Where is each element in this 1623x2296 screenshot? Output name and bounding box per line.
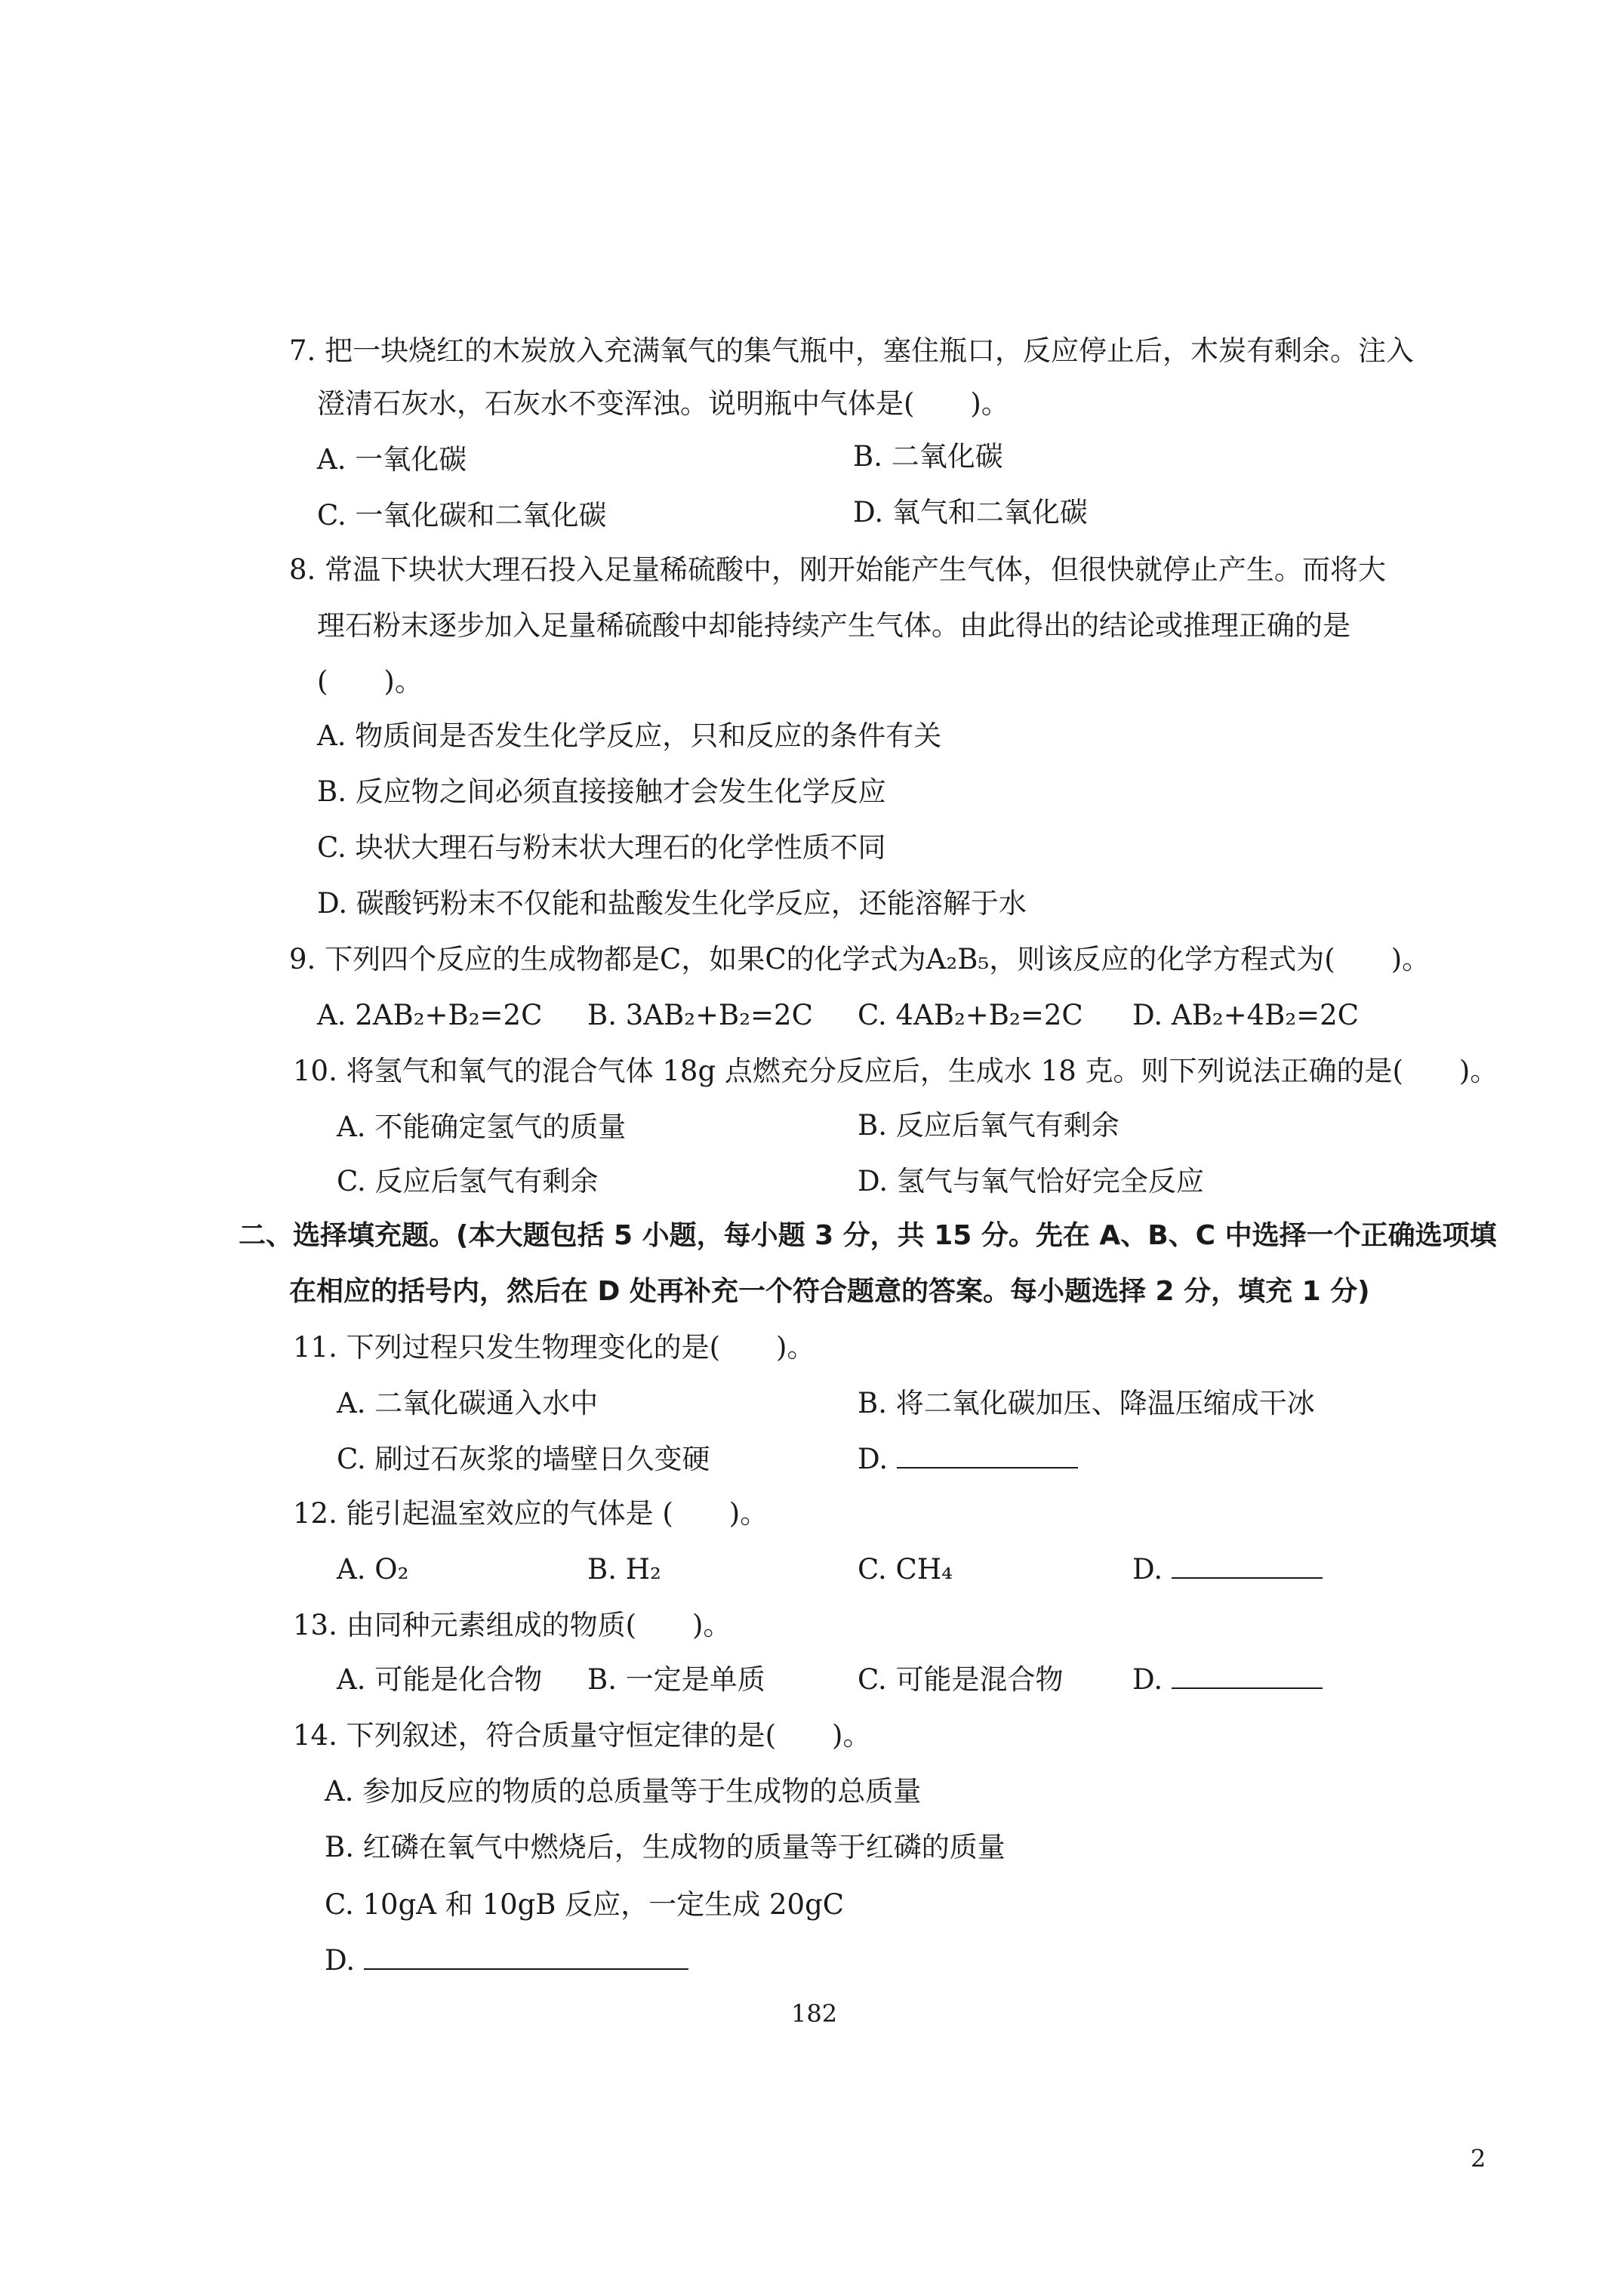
q8-option-b: B. 反应物之间必须直接接触才会发生化学反应 (317, 775, 886, 808)
q12-answer-blank[interactable] (1172, 1555, 1323, 1579)
q13-option-c: C. 可能是混合物 (858, 1663, 1064, 1696)
q12-option-d (1132, 1552, 1323, 1587)
q7-option-a: A. 一氧化碳 (317, 443, 467, 476)
q11-option-d (858, 1442, 1078, 1477)
q7-stem-line2: 澄清石灰水，石灰水不变浑浊。说明瓶中气体是( )。 (317, 387, 1009, 420)
q7-option-d: D. 氧气和二氧化碳 (853, 496, 1088, 529)
q12-option-b: B. H₂ (587, 1553, 661, 1586)
q7-stem-line1: 7. 把一块烧红的木炭放入充满氧气的集气瓶中，塞住瓶口，反应停止后，木炭有剩余。注入 (289, 334, 1415, 367)
q14-option-c: C. 10gA 和 10gB 反应，一定生成 20gC (325, 1888, 845, 1921)
q14-option-d-label: D. (325, 1944, 356, 1977)
q14-option-b: B. 红磷在氧气中燃烧后，生成物的质量等于红磷的质量 (325, 1831, 1006, 1863)
q9-option-c: C. 4AB₂+B₂=2C (858, 999, 1083, 1031)
q9-stem: 9. 下列四个反应的生成物都是C，如果C的化学式为A₂B₅，则该反应的化学方程式为( )。 (289, 943, 1431, 975)
q11-answer-blank[interactable] (897, 1444, 1078, 1469)
q14-stem: 14. 下列叙述，符合质量守恒定律的是( )。 (293, 1719, 871, 1752)
q14-option-a: A. 参加反应的物质的总质量等于生成物的总质量 (325, 1775, 922, 1808)
section2-title-line2: 在相应的括号内，然后在 D 处再补充一个符合题意的答案。每小题选择 2 分，填充 1 分) (289, 1276, 1370, 1307)
q13-option-d-label: D. (1132, 1663, 1163, 1696)
q11-stem: 11. 下列过程只发生物理变化的是( )。 (293, 1331, 815, 1364)
q8-option-a: A. 物质间是否发生化学反应，只和反应的条件有关 (317, 720, 942, 752)
q8-stem-line2: 理石粉末逐步加入足量稀硫酸中却能持续产生气体。由此得出的结论或推理正确的是 (317, 609, 1350, 642)
q12-option-a: A. O₂ (337, 1553, 409, 1586)
q13-answer-blank[interactable] (1172, 1665, 1323, 1689)
book-page-number: 182 (791, 1999, 838, 2028)
q10-option-c: C. 反应后氢气有剩余 (337, 1165, 599, 1197)
q11-option-b: B. 将二氧化碳加压、降温压缩成干冰 (858, 1387, 1315, 1419)
q10-option-a: A. 不能确定氢气的质量 (337, 1111, 627, 1143)
q9-option-b: B. 3AB₂+B₂=2C (587, 999, 813, 1031)
q7-option-c: C. 一氧化碳和二氧化碳 (317, 499, 607, 532)
q12-stem: 12. 能引起温室效应的气体是 ( )。 (293, 1497, 768, 1530)
q13-option-a: A. 可能是化合物 (337, 1663, 543, 1696)
q10-stem: 10. 将氢气和氧气的混合气体 18g 点燃充分反应后，生成水 18 克。则下列说法正确的是( )。 (293, 1055, 1498, 1087)
document-page-number: 2 (1471, 2144, 1486, 2173)
q7-option-b: B. 二氧化碳 (853, 440, 1003, 473)
q11-option-c: C. 刷过石灰浆的墙壁日久变硬 (337, 1443, 710, 1475)
q9-option-d: D. AB₂+4B₂=2C (1132, 999, 1360, 1031)
q12-option-c: C. CH₄ (858, 1553, 953, 1586)
q13-option-d (1132, 1663, 1323, 1697)
q12-option-d-label: D. (1132, 1553, 1163, 1586)
q8-option-c: C. 块状大理石与粉末状大理石的化学性质不同 (317, 831, 886, 864)
q13-option-b: B. 一定是单质 (587, 1663, 765, 1696)
q8-option-d: D. 碳酸钙粉末不仅能和盐酸发生化学反应，还能溶解于水 (317, 887, 1027, 920)
q13-stem: 13. 由同种元素组成的物质( )。 (293, 1609, 731, 1641)
q10-option-d: D. 氢气与氧气恰好完全反应 (858, 1165, 1204, 1197)
q14-answer-blank[interactable] (364, 1946, 688, 1970)
q9-option-a: A. 2AB₂+B₂=2C (317, 999, 543, 1031)
q14-option-d (325, 1943, 688, 1978)
q10-option-b: B. 反应后氧气有剩余 (858, 1109, 1119, 1142)
q11-option-d-label: D. (858, 1443, 888, 1475)
q8-stem-line1: 8. 常温下块状大理石投入足量稀硫酸中，刚开始能产生气体，但很快就停止产生。而将大 (289, 553, 1387, 586)
q11-option-a: A. 二氧化碳通入水中 (337, 1387, 599, 1419)
section2-title-line1: 二、选择填充题。(本大题包括 5 小题，每小题 3 分，共 15 分。先在 A、B、C 中选择一个正确选项填 (239, 1220, 1497, 1251)
q8-stem-line3: ( )。 (317, 665, 423, 698)
